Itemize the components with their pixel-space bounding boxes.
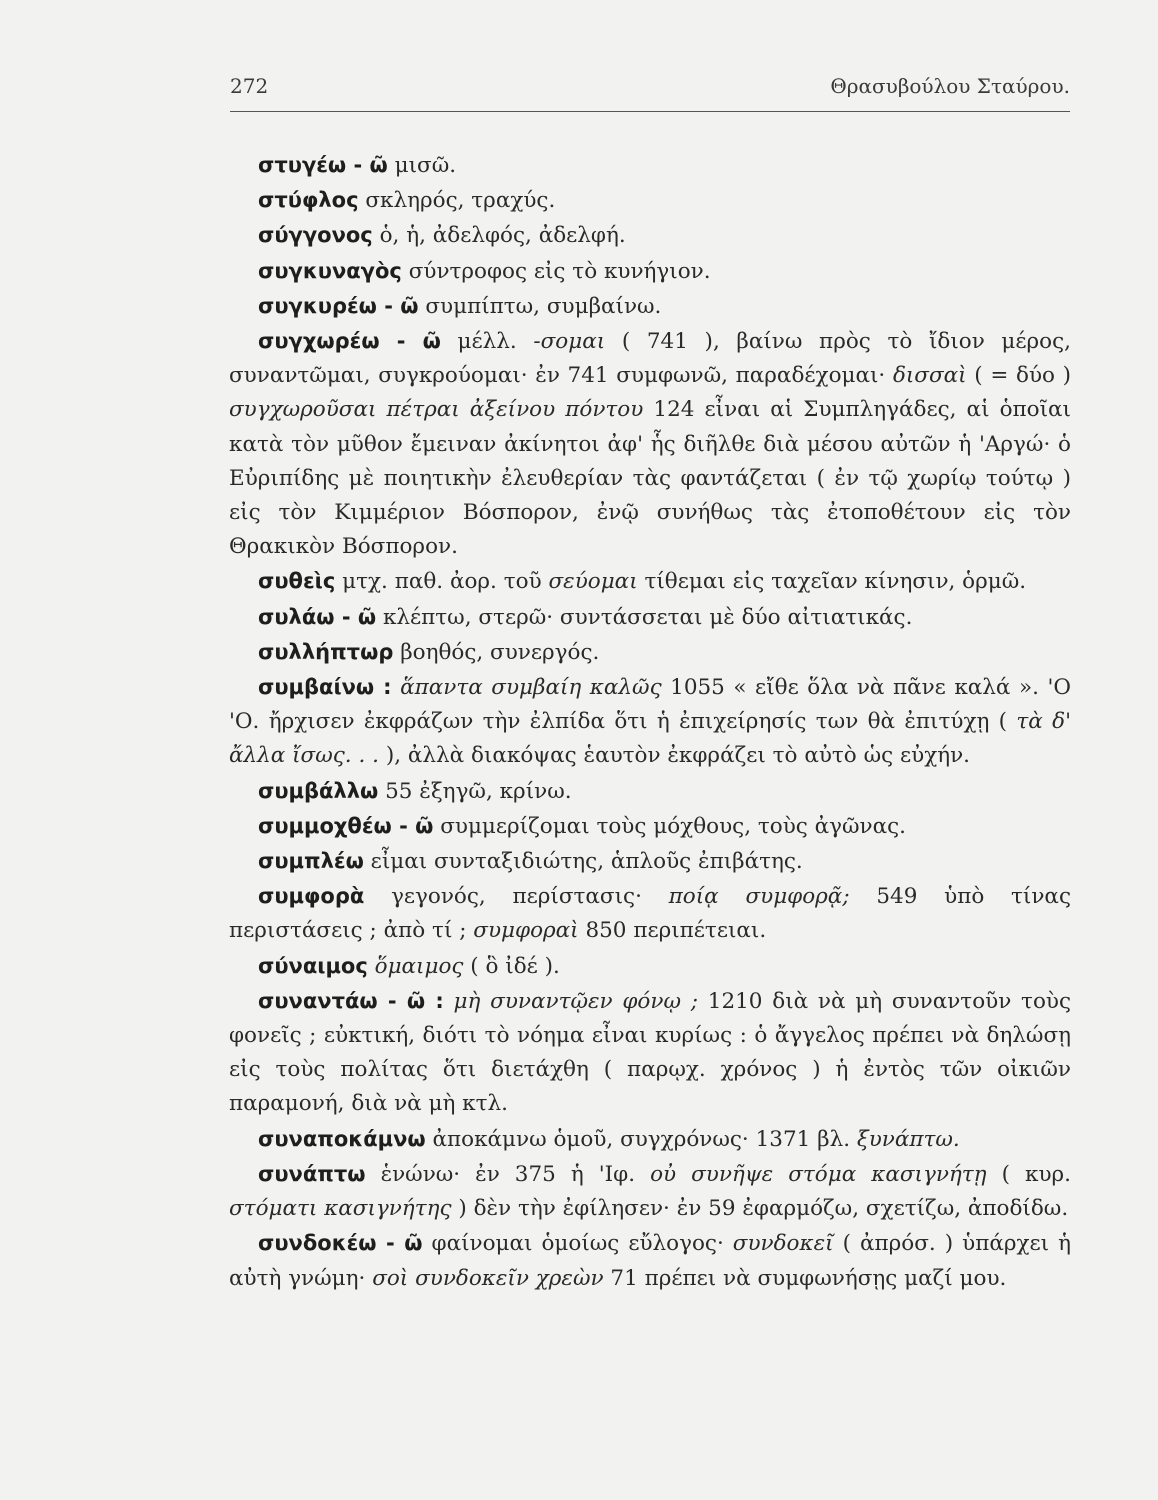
glossary-entry (229, 600, 1071, 635)
headword: συθεὶς (258, 569, 336, 594)
definition: 55 ἐξηγῶ, κρίνω. (378, 778, 572, 804)
italic-citation: συμφοραὶ (473, 918, 579, 944)
definition-text: ( κυρ. (986, 1161, 1071, 1187)
glossary-entry (229, 774, 1071, 809)
italic-citation: -σομαι (533, 329, 606, 355)
glossary-entry (229, 1226, 1071, 1295)
definition: ὁ, ἡ, ἀδελφός, ἀδελφή. (372, 223, 626, 249)
headword: συναντάω - ῶ : (258, 988, 444, 1013)
glossary-entry (229, 218, 1071, 253)
glossary-entry (229, 879, 1071, 948)
definition-text: ) δὲν τὴν ἐφίλησεν· ἐν 59 ἐφαρμόζω, σχετίζω, ἀποδίδω. (451, 1196, 1069, 1222)
definition-text (444, 989, 454, 1014)
glossary-entry (229, 1157, 1071, 1226)
italic-citation: τὰ δ' ἄλλα ἴσως. . . (229, 709, 1071, 769)
italic-citation: ξυνάπτω. (856, 1126, 960, 1152)
definition: μισῶ. (387, 153, 457, 178)
italic-citation: ἅπαντα συμβαίη καλῶς (400, 675, 662, 701)
running-head: Θρασυβούλου Σταύρου. (830, 74, 1070, 98)
headword: σύναιμος (258, 953, 368, 978)
definition-text (392, 675, 401, 700)
headword: συμβάλλω (258, 778, 379, 803)
definition-text (368, 954, 375, 979)
definition: κλέπτω, στερῶ· συντάσσεται μὲ δύο αἰτιατικάς. (376, 604, 913, 630)
glossary-entry (229, 984, 1071, 1122)
glossary-entry (229, 809, 1071, 844)
headword: συμπλέω (258, 849, 364, 874)
definition-text: ( 741 ), βαίνω πρὸς τὸ ἴδιον μέρος, συναντῶμαι, συγκρούομαι· ἐν 741 συμφωνῶ, παραδέχομαι· (229, 329, 1071, 389)
page-number: 272 (230, 74, 269, 98)
glossary-entry (229, 324, 1071, 564)
definition-text: ( ὃ ἰδέ ). (463, 953, 560, 979)
definition: συμπίπτω, συμβαίνω. (418, 293, 662, 319)
headword: συλάω - ῶ (258, 604, 377, 629)
headword: συμμοχθέω - ῶ (258, 813, 434, 838)
definition-text: φαίνομαι ὁμοίως εὔλογος· (422, 1231, 733, 1257)
page-header (230, 74, 1070, 104)
header-rule (230, 111, 1070, 112)
glossary-entry (229, 844, 1071, 879)
glossary-body (229, 148, 1071, 1296)
headword: συγκυρέω - ῶ (258, 293, 419, 318)
glossary-entry (229, 670, 1071, 774)
definition: εἶμαι συνταξιδιώτης, ἁπλοῦς ἐπιβάτης. (363, 849, 803, 875)
definition-text: μέλλ. (440, 329, 534, 355)
definition-text: 71 πρέπει νὰ συμφωνήσῃς μαζί μου. (603, 1265, 1007, 1291)
headword: στύφλος (258, 188, 359, 213)
italic-citation: σεύομαι (548, 569, 638, 595)
glossary-entry (229, 564, 1071, 599)
headword: σύγγονος (258, 223, 373, 248)
glossary-entry (229, 949, 1071, 984)
headword: συναποκάμνω (258, 1126, 426, 1151)
italic-citation: ὅμαιμος (374, 953, 464, 979)
glossary-entry (229, 254, 1071, 289)
italic-citation: σοὶ συνδοκεῖν χρεὼν (372, 1265, 604, 1291)
headword: συμφορὰ (258, 884, 365, 909)
glossary-entry (229, 183, 1071, 218)
definition: συμμερίζομαι τοὺς μόχθους, τοὺς ἀγῶνας. (433, 813, 907, 839)
headword: συνάπτω (258, 1161, 366, 1186)
definition-text: τίθεμαι εἰς ταχεῖαν κίνησιν, ὁρμῶ. (637, 569, 1027, 595)
glossary-entry (229, 148, 1071, 183)
glossary-entry (229, 289, 1071, 324)
definition-text: 549 ὑπὸ τίνας περιστάσεις ; ἀπὸ τί ; (229, 884, 1071, 944)
definition-text: ( ἀπρόσ. ) ὑπάρχει ἡ αὐτὴ γνώμη· (229, 1231, 1071, 1291)
definition-text: ), ἀλλὰ διακόψας ἑαυτὸν ἐκφράζει τὸ αὐτὸ ὡς εὐχήν. (378, 743, 971, 769)
italic-citation: δισσαὶ (892, 363, 967, 389)
definition-text: 1055 « εἴθε ὅλα νὰ πᾶνε καλά ». 'Ο 'Ο. ἤρχισεν ἐκφράζων τὴν ἐλπίδα ὅτι ἡ ἐπιχείρησίς των θὰ ἐπιτύχῃ ( (229, 675, 1071, 735)
definition-text: 1210 διὰ νὰ μὴ συναντοῦν τοὺς φονεῖς ; εὐκτική, διότι τὸ νόημα εἶναι κυρίως : ὁ ἄγγελος πρέπει νὰ δηλώσῃ εἰς τοὺς πολίτας ὅτι διετάχθη ( παρῳχ. χρόνος ) ἡ ἐντὸς τῶν οἰκιῶν παραμονή, διὰ νὰ μὴ κτλ. (229, 988, 1072, 1117)
definition-text: 124 εἶναι αἱ Συμπληγάδες, αἱ ὁποῖαι κατὰ τὸν μῦθον ἔμειναν ἀκίνητοι ἀφ' ἧς διῆλθε διὰ μέσου αὐτῶν ἡ 'Αργώ· ὁ Εὐριπίδης μὲ ποιητικὴν ἐλευθερίαν τὰς φαντάζεται ( ἐν τῷ χωρίῳ τούτῳ ) εἰς τὸν Κιμμέριον Βόσπορον, ἐνῷ συνήθως τὰς ἐτοποθέτουν εἰς τὸν Θρακικὸν Βόσπορον. (229, 397, 1071, 560)
headword: συμβαίνω : (258, 675, 392, 700)
definition-text: μτχ. παθ. ἀορ. τοῦ (335, 569, 549, 595)
definition: βοηθός, συνεργός. (393, 639, 600, 665)
headword: συγκυναγὸς (258, 258, 402, 283)
headword: στυγέω - ῶ (258, 153, 388, 177)
definition: σύντροφος εἰς τὸ κυνήγιον. (401, 258, 711, 284)
definition: σκληρός, τραχύς. (358, 188, 556, 214)
glossary-entry (229, 635, 1071, 670)
italic-citation: συγχωροῦσαι πέτραι ἀξείνου πόντου (229, 397, 644, 423)
headword: συλλήπτωρ (258, 639, 394, 664)
definition-text: ( = δύο ) (966, 363, 1072, 389)
definition-text: ἀποκάμνω ὁμοῦ, συγχρόνως· 1371 βλ. (425, 1126, 857, 1152)
italic-citation: ποίᾳ συμφορᾷ; (668, 884, 850, 910)
italic-citation: συνδοκεῖ (732, 1231, 834, 1257)
italic-citation: μὴ συναντῷεν φόνῳ ; (453, 988, 698, 1014)
glossary-entry (229, 1122, 1071, 1157)
italic-citation: οὐ συνῆψε στόμα κασιγνήτῃ (650, 1161, 987, 1187)
definition-text: γεγονός, περίστασις· (364, 884, 669, 910)
definition-text: 850 περιπέτειαι. (578, 918, 767, 944)
definition-text: ἑνώνω· ἐν 375 ἡ 'Ιφ. (365, 1161, 651, 1187)
headword: συνδοκέω - ῶ (258, 1231, 423, 1256)
italic-citation: στόματι κασιγνήτης (229, 1196, 452, 1222)
headword: συγχωρέω - ῶ (258, 329, 441, 354)
